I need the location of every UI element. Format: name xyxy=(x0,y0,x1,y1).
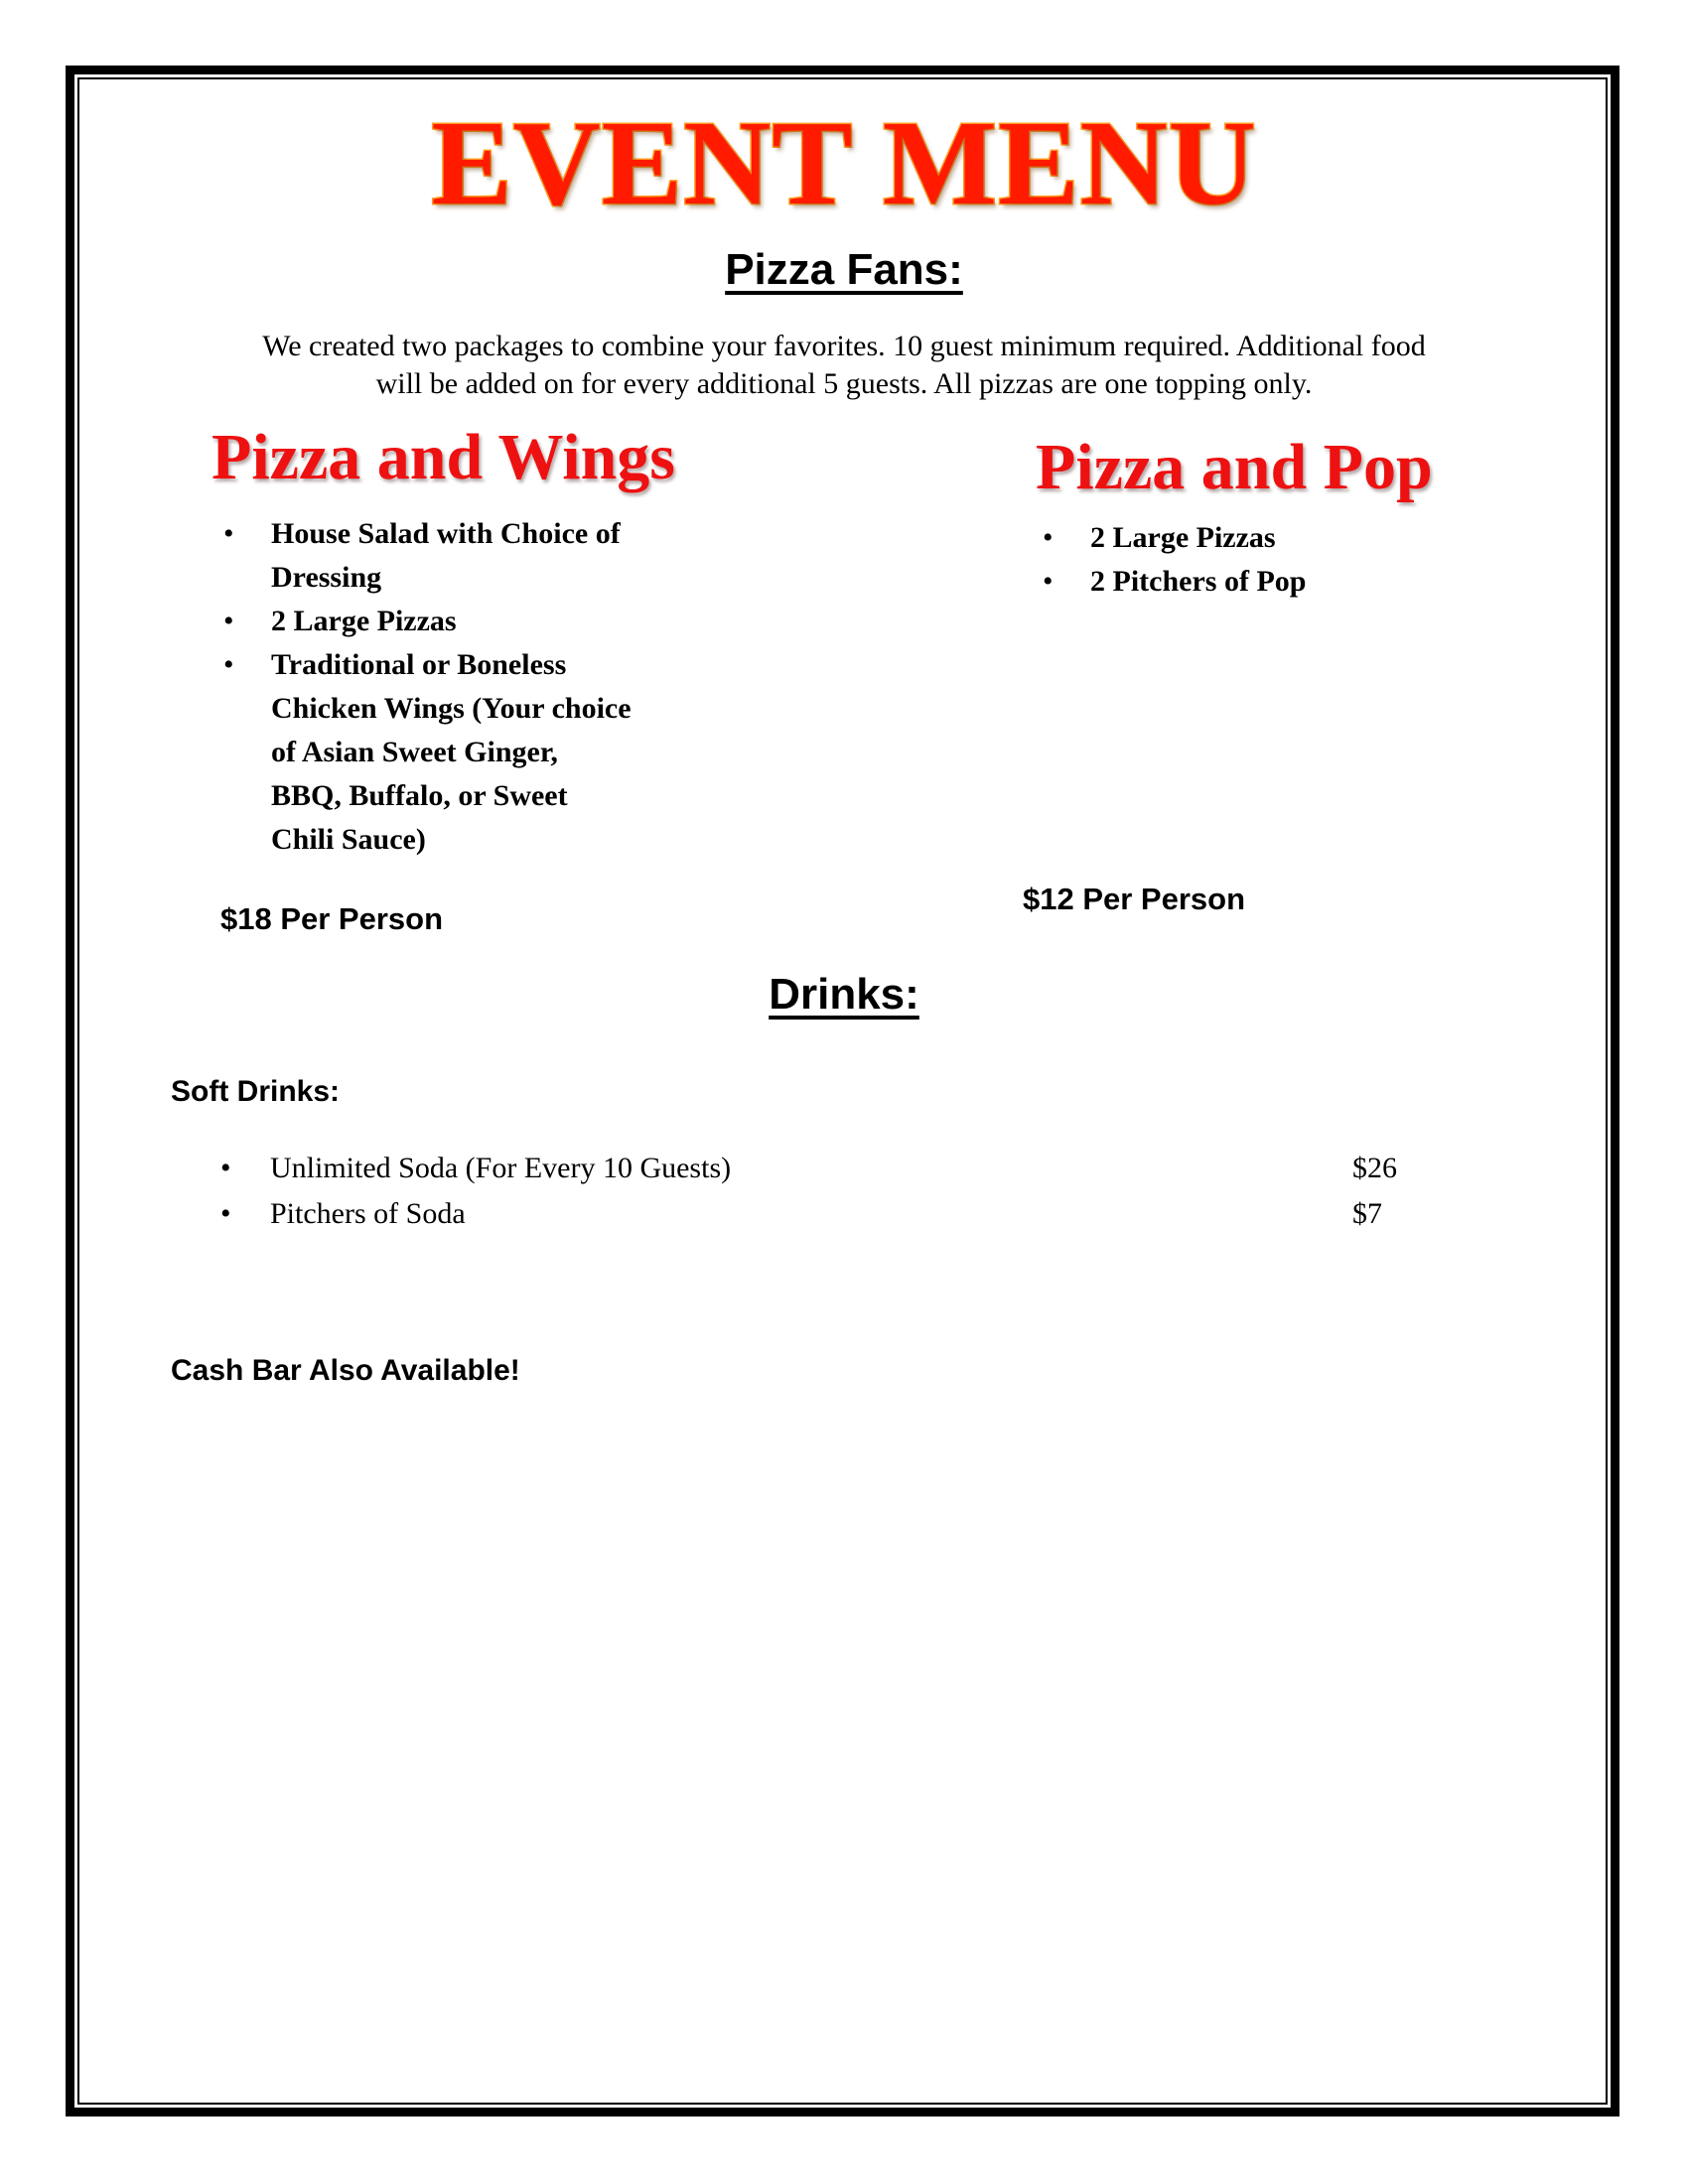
list-item-line: • House Salad with Choice of xyxy=(271,517,621,550)
page-title: EVENT MENU xyxy=(431,96,1257,230)
list-item-line: BBQ, Buffalo, or Sweet xyxy=(271,779,568,812)
intro-line-2: will be added on for every additional 5 guests. All pizzas are one topping only. xyxy=(375,367,1313,400)
package-price-pizza-and-wings: $18 Per Person xyxy=(220,901,444,936)
package-title-pizza-and-pop: Pizza and Pop xyxy=(1036,431,1433,503)
intro-paragraph xyxy=(179,328,1509,403)
pizza-fans-heading-text: Pizza Fans: xyxy=(725,245,963,294)
drinks-heading xyxy=(0,970,1688,1019)
list-item-line: • 2 Large Pizzas xyxy=(271,605,457,637)
package-title-pizza-and-wings: Pizza and Wings xyxy=(211,421,675,493)
list-item: • 2 Pitchers of Pop xyxy=(1043,560,1519,604)
bullet-icon: • xyxy=(220,1152,231,1184)
drinks-heading-text: Drinks: xyxy=(769,970,919,1019)
intro-line-1: We created two packages to combine your favorites. 10 guest minimum required. Additional food xyxy=(262,330,1426,362)
drink-price: $26 xyxy=(1352,1152,1397,1184)
package-items-pizza-and-wings xyxy=(223,512,700,862)
drink-price: $7 xyxy=(1352,1197,1382,1230)
package-price-pizza-and-pop: $12 Per Person xyxy=(1023,882,1246,916)
list-item xyxy=(223,643,700,862)
list-item-line: • Traditional or Boneless xyxy=(271,648,567,681)
list-item-line: Chili Sauce) xyxy=(271,823,426,856)
list-item: • 2 Large Pizzas xyxy=(1043,516,1519,560)
bullet-icon: • xyxy=(220,1197,231,1230)
cash-bar-note: Cash Bar Also Available! xyxy=(171,1354,520,1387)
list-item xyxy=(223,600,700,643)
soft-drinks-heading: Soft Drinks: xyxy=(171,1075,341,1108)
list-item-line: of Asian Sweet Ginger, xyxy=(271,736,558,768)
pizza-fans-heading xyxy=(0,245,1688,294)
list-item xyxy=(223,512,700,600)
list-item-line: Chicken Wings (Your choice xyxy=(271,692,632,725)
drink-label: Unlimited Soda (For Every 10 Guests) xyxy=(270,1152,732,1184)
list-item-line: Dressing xyxy=(271,561,382,594)
package-items-pizza-and-pop xyxy=(1043,516,1519,604)
drink-label: Pitchers of Soda xyxy=(270,1197,466,1230)
